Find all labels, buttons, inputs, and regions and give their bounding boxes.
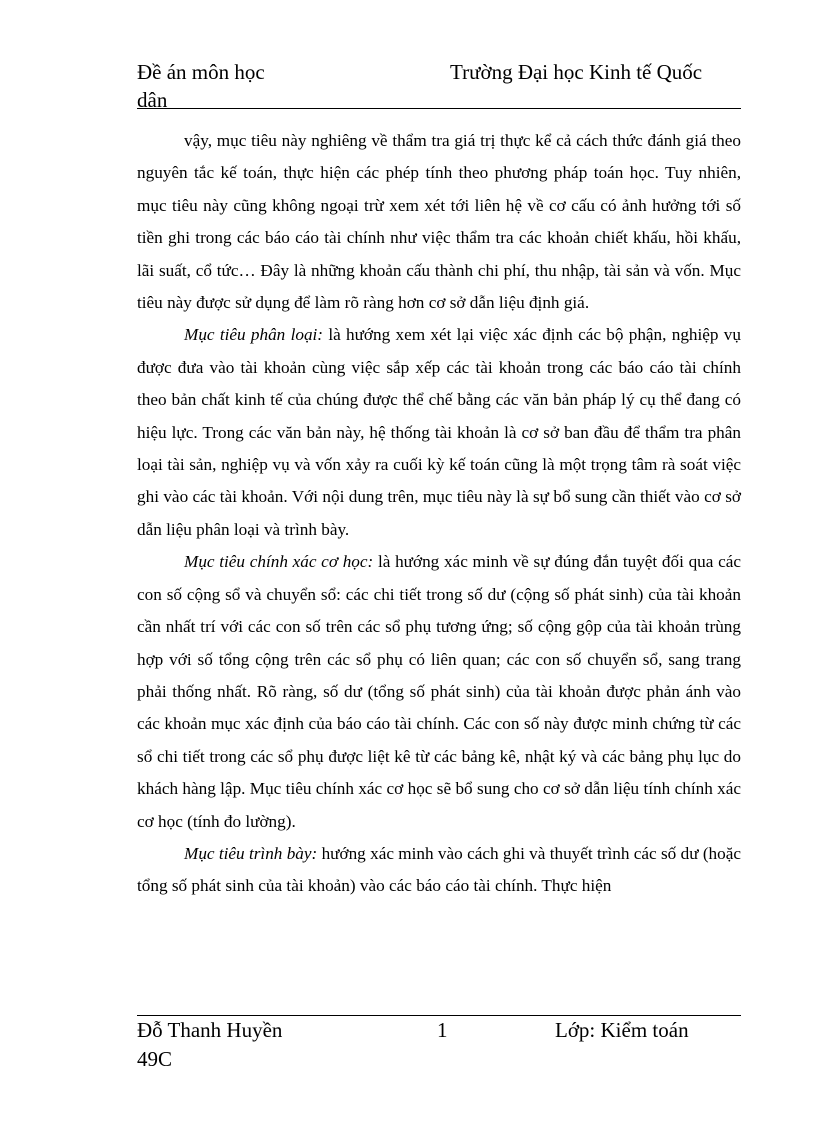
paragraph-text: vậy, mục tiêu này nghiêng về thẩm tra giá trị thực kể cả cách thức đánh giá theo nguyên tắc kế toán, thực hiện các phép tính theo phương pháp toán học. Tuy nhiên, mục tiêu này cũng không ngoại trừ xem xét tới liên hệ về cơ cấu có ảnh hưởng tới số tiền ghi trong các báo cáo tài chính như việc thẩm tra các khoản chiết khấu, hồi khấu, lãi suất, cổ tức… Đây là những khoản cấu thành chi phí, thu nhập, tài sản và vốn. Mục tiêu này được sử dụng để làm rõ ràng hơn cơ sở dẫn liệu định giá. bbox=[137, 131, 741, 313]
paragraph bbox=[137, 125, 741, 319]
paragraph-lead: Mục tiêu chính xác cơ học: bbox=[184, 552, 374, 572]
paragraph-lead: Mục tiêu trình bày: bbox=[184, 843, 318, 863]
page-number: 1 bbox=[437, 1018, 448, 1042]
paragraph-text: là hướng xác minh về sự đúng đắn tuyệt đối qua các con số cộng sổ và chuyển sổ: các chi tiết trong số dư (cộng số phát sinh) của tài khoản cần nhất trí với các con số trên các sổ phụ tương ứng; số cộng gộp của tài khoản trùng hợp với số tổng cộng trên các sổ phụ có liên quan; các con số chuyển sổ, sang trang phải thống nhất. Rõ ràng, số dư (tổng số phát sinh) của tài khoản được phản ánh vào các khoản mục xác định của báo cáo tài chính. Các con số này được minh chứng từ các sổ chi tiết trong các sổ phụ được liệt kê từ các bảng kê, nhật ký và các bảng phụ lục do khách hàng lập. Mục tiêu chính xác cơ học sẽ bổ sung cho cơ sở dẫn liệu tính chính xác cơ học (tính đo lường). bbox=[137, 552, 741, 831]
page-header bbox=[137, 58, 741, 112]
paragraph bbox=[137, 838, 741, 903]
header-course-title: Đề án môn học dân bbox=[137, 60, 265, 112]
footer-class: Lớp: Kiểm toán bbox=[555, 1018, 689, 1042]
header-university: Trường Đại học Kinh tế Quốc bbox=[450, 60, 703, 84]
page-footer bbox=[137, 1016, 741, 1076]
document-body bbox=[137, 125, 741, 903]
paragraph bbox=[137, 546, 741, 838]
paragraph-text: hướng xác minh vào cách ghi và thuyết trình các số dư (hoặc tổng số phát sinh của tài khoản) vào các báo cáo tài chính. Thực hiện bbox=[137, 843, 741, 896]
paragraph-lead: Mục tiêu phân loại: bbox=[184, 325, 324, 345]
paragraph bbox=[137, 319, 741, 546]
paragraph-text: là hướng xem xét lại việc xác định các bộ phận, nghiệp vụ được đưa vào tài khoản cùng việc sắp xếp các tài khoản trong các báo cáo tài chính theo bản chất kinh tế của chúng được thể chế bằng các văn bản pháp lý cụ thể đang có hiệu lực. Trong các văn bản này, hệ thống tài khoản là cơ sở ban đầu để thẩm tra phân loại tài sản, nghiệp vụ và vốn xảy ra cuối kỳ kế toán cũng là một trọng tâm rà soát việc ghi vào các tài khoản. Với nội dung trên, mục tiêu này là sự bổ sung cần thiết vào cơ sở dẫn liệu phân loại và trình bày. bbox=[137, 325, 741, 539]
footer-author: Đỗ Thanh Huyền 49C bbox=[137, 1018, 283, 1071]
